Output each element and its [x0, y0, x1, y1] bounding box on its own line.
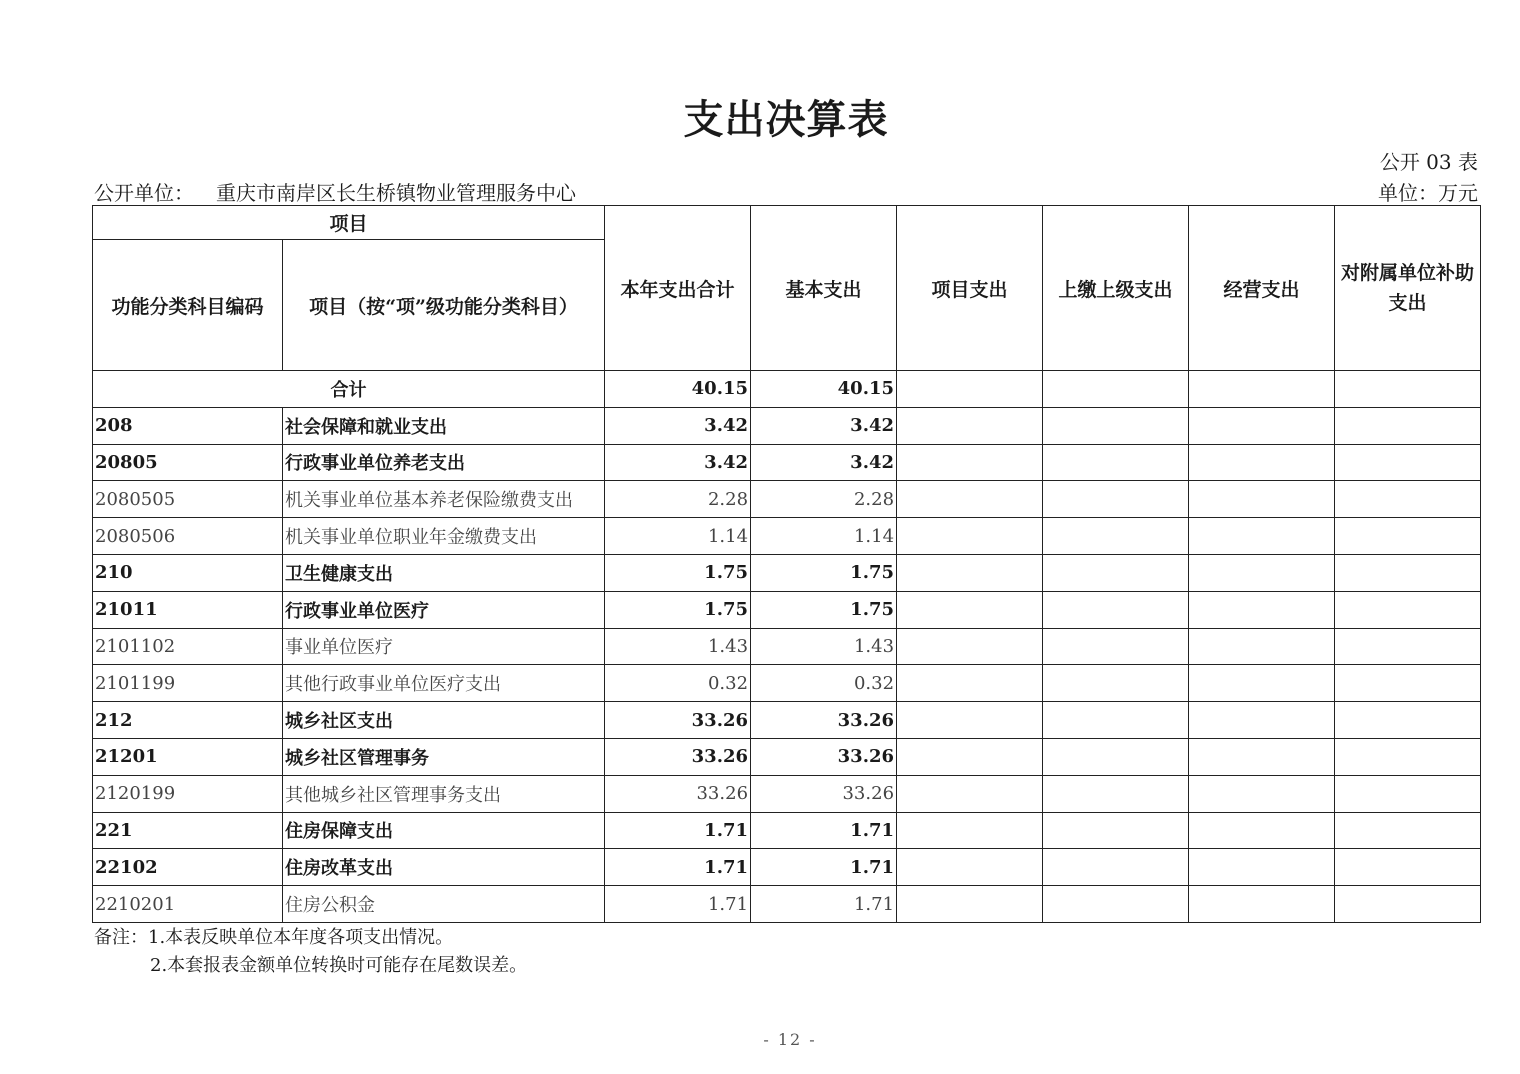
total-label: 合计 — [93, 371, 605, 408]
empty-cell — [1335, 554, 1481, 591]
row-total: 33.26 — [605, 775, 751, 812]
table-row — [93, 518, 1481, 555]
table-row — [93, 591, 1481, 628]
empty-cell — [1189, 444, 1335, 481]
empty-cell — [1335, 665, 1481, 702]
row-total: 33.26 — [605, 702, 751, 739]
empty-cell — [897, 591, 1043, 628]
row-total: 3.42 — [605, 407, 751, 444]
empty-cell — [1335, 886, 1481, 923]
row-total: 1.75 — [605, 554, 751, 591]
row-code: 210 — [93, 554, 283, 591]
row-name: 社会保障和就业支出 — [283, 407, 605, 444]
empty-cell — [1189, 812, 1335, 849]
empty-cell — [897, 812, 1043, 849]
empty-cell — [1043, 812, 1189, 849]
row-total: 1.75 — [605, 591, 751, 628]
row-code: 2080506 — [93, 518, 283, 555]
page-number: - 12 - — [763, 1030, 817, 1049]
row-name: 行政事业单位医疗 — [283, 591, 605, 628]
row-name: 机关事业单位基本养老保险缴费支出 — [283, 481, 605, 518]
row-basic: 1.75 — [751, 591, 897, 628]
row-basic: 3.42 — [751, 407, 897, 444]
row-total: 2.28 — [605, 481, 751, 518]
row-name: 城乡社区管理事务 — [283, 738, 605, 775]
empty-cell — [1189, 702, 1335, 739]
row-basic: 2.28 — [751, 481, 897, 518]
expenditure-table — [92, 205, 1481, 923]
row-total: 33.26 — [605, 738, 751, 775]
row-code: 212 — [93, 702, 283, 739]
empty-cell — [1043, 518, 1189, 555]
empty-cell — [897, 628, 1043, 665]
empty-cell — [1189, 886, 1335, 923]
table-row — [93, 849, 1481, 886]
row-basic: 1.71 — [751, 886, 897, 923]
unit-line — [94, 177, 1478, 206]
header-name: 项目（按“项”级功能分类科目） — [283, 240, 605, 371]
empty-cell — [897, 738, 1043, 775]
form-number: 公开 03 表 — [1379, 150, 1478, 174]
row-name: 住房公积金 — [283, 886, 605, 923]
empty-cell — [897, 518, 1043, 555]
empty-cell — [1189, 371, 1335, 408]
empty-cell — [897, 849, 1043, 886]
row-basic: 1.75 — [751, 554, 897, 591]
empty-cell — [897, 371, 1043, 408]
row-code: 2101102 — [93, 628, 283, 665]
empty-cell — [1335, 407, 1481, 444]
row-code: 22102 — [93, 849, 283, 886]
empty-cell — [1335, 628, 1481, 665]
empty-cell — [897, 665, 1043, 702]
row-name: 卫生健康支出 — [283, 554, 605, 591]
empty-cell — [897, 886, 1043, 923]
empty-cell — [1335, 812, 1481, 849]
unit-label: 单位：万元 — [1378, 181, 1478, 205]
row-basic: 33.26 — [751, 738, 897, 775]
empty-cell — [1043, 371, 1189, 408]
empty-cell — [1189, 738, 1335, 775]
row-basic: 0.32 — [751, 665, 897, 702]
org-label: 公开单位： — [94, 181, 194, 205]
header-code: 功能分类科目编码 — [93, 240, 283, 371]
empty-cell — [1043, 738, 1189, 775]
table-row — [93, 628, 1481, 665]
row-basic: 1.43 — [751, 628, 897, 665]
empty-cell — [1335, 371, 1481, 408]
row-total: 0.32 — [605, 665, 751, 702]
header-total: 本年支出合计 — [605, 206, 751, 371]
table-row — [93, 444, 1481, 481]
empty-cell — [1335, 702, 1481, 739]
empty-cell — [1043, 481, 1189, 518]
table-row — [93, 481, 1481, 518]
row-basic: 1.71 — [751, 812, 897, 849]
total-basic: 40.15 — [751, 371, 897, 408]
empty-cell — [1335, 591, 1481, 628]
table-row — [93, 886, 1481, 923]
table-row — [93, 702, 1481, 739]
empty-cell — [1043, 407, 1189, 444]
row-code: 2120199 — [93, 775, 283, 812]
empty-cell — [1043, 628, 1189, 665]
row-name: 城乡社区支出 — [283, 702, 605, 739]
row-total: 1.71 — [605, 849, 751, 886]
row-code: 208 — [93, 407, 283, 444]
row-code: 2101199 — [93, 665, 283, 702]
empty-cell — [1043, 849, 1189, 886]
empty-cell — [1335, 444, 1481, 481]
row-total: 1.71 — [605, 812, 751, 849]
empty-cell — [1043, 702, 1189, 739]
empty-cell — [1335, 849, 1481, 886]
empty-cell — [897, 481, 1043, 518]
row-code: 2080505 — [93, 481, 283, 518]
total-row — [93, 371, 1481, 408]
row-basic: 3.42 — [751, 444, 897, 481]
row-total: 1.71 — [605, 886, 751, 923]
empty-cell — [897, 554, 1043, 591]
row-total: 3.42 — [605, 444, 751, 481]
row-total: 1.14 — [605, 518, 751, 555]
header-basic: 基本支出 — [751, 206, 897, 371]
empty-cell — [1189, 775, 1335, 812]
row-basic: 1.14 — [751, 518, 897, 555]
empty-cell — [897, 775, 1043, 812]
row-code: 20805 — [93, 444, 283, 481]
org-info — [94, 177, 576, 206]
row-name: 事业单位医疗 — [283, 628, 605, 665]
empty-cell — [1335, 518, 1481, 555]
header-project-expenditure: 项目支出 — [897, 206, 1043, 371]
note-1: 备注：1.本表反映单位本年度各项支出情况。 — [94, 927, 454, 948]
empty-cell — [1043, 775, 1189, 812]
row-name: 行政事业单位养老支出 — [283, 444, 605, 481]
table-row — [93, 775, 1481, 812]
empty-cell — [897, 407, 1043, 444]
row-code: 2210201 — [93, 886, 283, 923]
empty-cell — [1043, 554, 1189, 591]
note-2: 2.本套报表金额单位转换时可能存在尾数误差。 — [150, 955, 528, 976]
row-basic: 1.71 — [751, 849, 897, 886]
empty-cell — [1189, 554, 1335, 591]
header-project: 项目 — [93, 206, 605, 240]
row-name: 其他城乡社区管理事务支出 — [283, 775, 605, 812]
row-code: 21201 — [93, 738, 283, 775]
header-upper-payment: 上缴上级支出 — [1043, 206, 1189, 371]
row-name: 住房改革支出 — [283, 849, 605, 886]
row-code: 221 — [93, 812, 283, 849]
row-code: 21011 — [93, 591, 283, 628]
empty-cell — [1189, 407, 1335, 444]
empty-cell — [1335, 481, 1481, 518]
page-title: 支出决算表 — [683, 96, 889, 143]
row-name: 机关事业单位职业年金缴费支出 — [283, 518, 605, 555]
empty-cell — [1189, 665, 1335, 702]
empty-cell — [1043, 665, 1189, 702]
empty-cell — [897, 444, 1043, 481]
table-row — [93, 407, 1481, 444]
total-amount: 40.15 — [605, 371, 751, 408]
empty-cell — [1189, 591, 1335, 628]
table-row — [93, 554, 1481, 591]
row-total: 1.43 — [605, 628, 751, 665]
table-row — [93, 812, 1481, 849]
row-basic: 33.26 — [751, 702, 897, 739]
empty-cell — [1043, 886, 1189, 923]
table-row — [93, 665, 1481, 702]
empty-cell — [1189, 518, 1335, 555]
empty-cell — [1189, 628, 1335, 665]
empty-cell — [1335, 738, 1481, 775]
empty-cell — [1335, 775, 1481, 812]
row-name: 其他行政事业单位医疗支出 — [283, 665, 605, 702]
header-row-1 — [93, 206, 1481, 240]
row-name: 住房保障支出 — [283, 812, 605, 849]
org-name: 重庆市南岸区长生桥镇物业管理服务中心 — [216, 181, 576, 205]
header-business: 经营支出 — [1189, 206, 1335, 371]
empty-cell — [1189, 481, 1335, 518]
table-row — [93, 738, 1481, 775]
empty-cell — [1043, 444, 1189, 481]
empty-cell — [1189, 849, 1335, 886]
empty-cell — [1043, 591, 1189, 628]
header-subsidy: 对附属单位补助支出 — [1335, 206, 1481, 371]
notes — [94, 924, 527, 980]
row-basic: 33.26 — [751, 775, 897, 812]
empty-cell — [897, 702, 1043, 739]
